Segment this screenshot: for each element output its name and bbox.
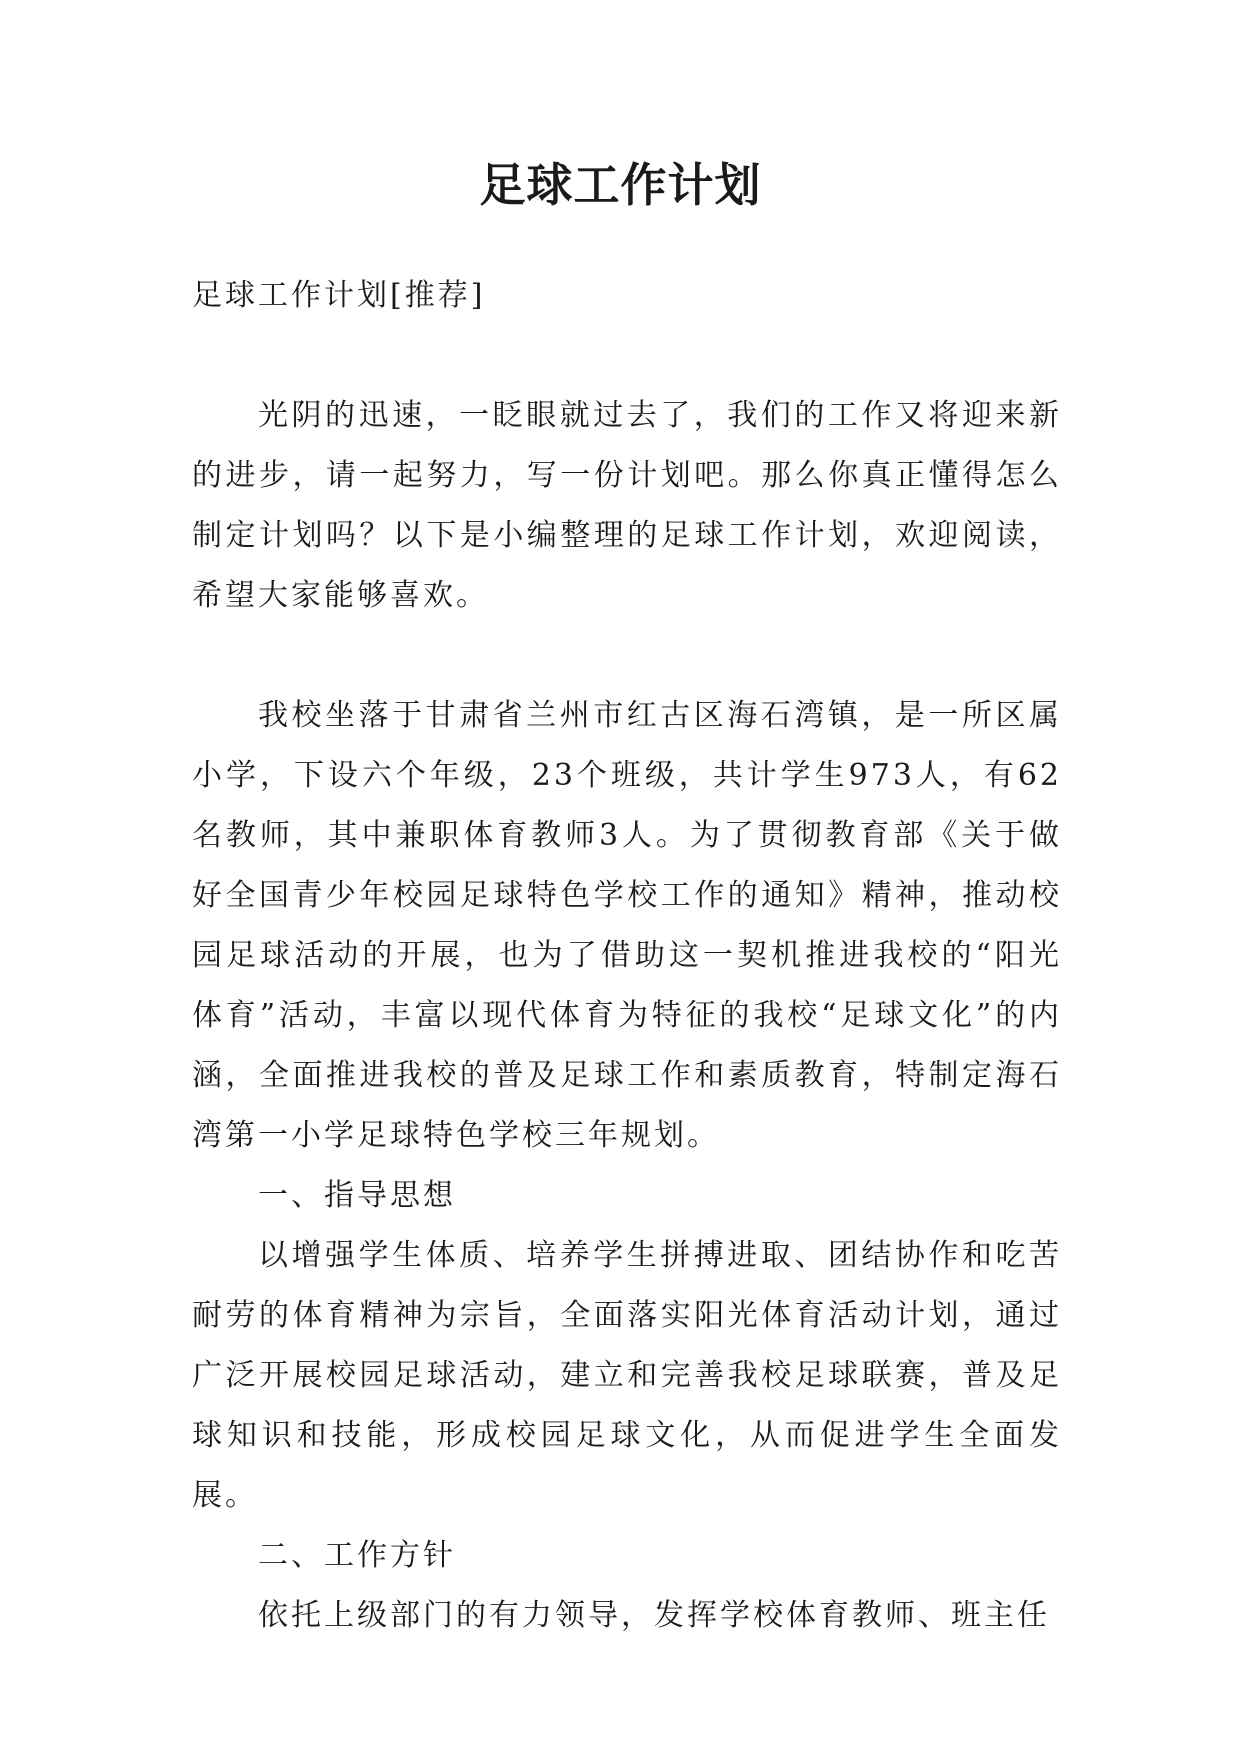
paragraph-gap <box>192 326 1062 386</box>
section-heading-guiding-ideology: 一、指导思想 <box>258 1178 456 1213</box>
document-body <box>192 266 1062 1646</box>
paragraph-gap <box>192 626 1062 686</box>
document-subtitle: 足球工作计划[推荐] <box>192 278 486 313</box>
work-policy-paragraph: 依托上级部门的有力领导，发挥学校体育教师、班主任 <box>258 1598 1050 1633</box>
document-title: 足球工作计划 <box>479 158 762 212</box>
school-overview-paragraph: 我校坐落于甘肃省兰州市红古区海石湾镇，是一所区属小学，下设六个年级，23个班级，共计学生973人，有62名教师，其中兼职体育教师3人。为了贯彻教育部《关于做好全国青少年校园足球特色学校工作的通知》精神，推动校园足球活动的开展，也为了借助这一契机推进我校的“阳光体育”活动，丰富以现代体育为特征的我校“足球文化”的内涵，全面推进我校的普及足球工作和素质教育，特制定海石湾第一小学足球特色学校三年规划。 <box>192 698 1062 1153</box>
section-heading-work-policy: 二、工作方针 <box>258 1538 456 1573</box>
guiding-ideology-paragraph: 以增强学生体质、培养学生拼搏进取、团结协作和吃苦耐劳的体育精神为宗旨，全面落实阳光体育活动计划，通过广泛开展校园足球活动，建立和完善我校足球联赛，普及足球知识和技能，形成校园足球文化，从而促进学生全面发展。 <box>192 1238 1062 1513</box>
intro-paragraph: 光阴的迅速，一眨眼就过去了，我们的工作又将迎来新的进步，请一起努力，写一份计划吧。那么你真正懂得怎么制定计划吗？以下是小编整理的足球工作计划，欢迎阅读，希望大家能够喜欢。 <box>192 398 1062 613</box>
